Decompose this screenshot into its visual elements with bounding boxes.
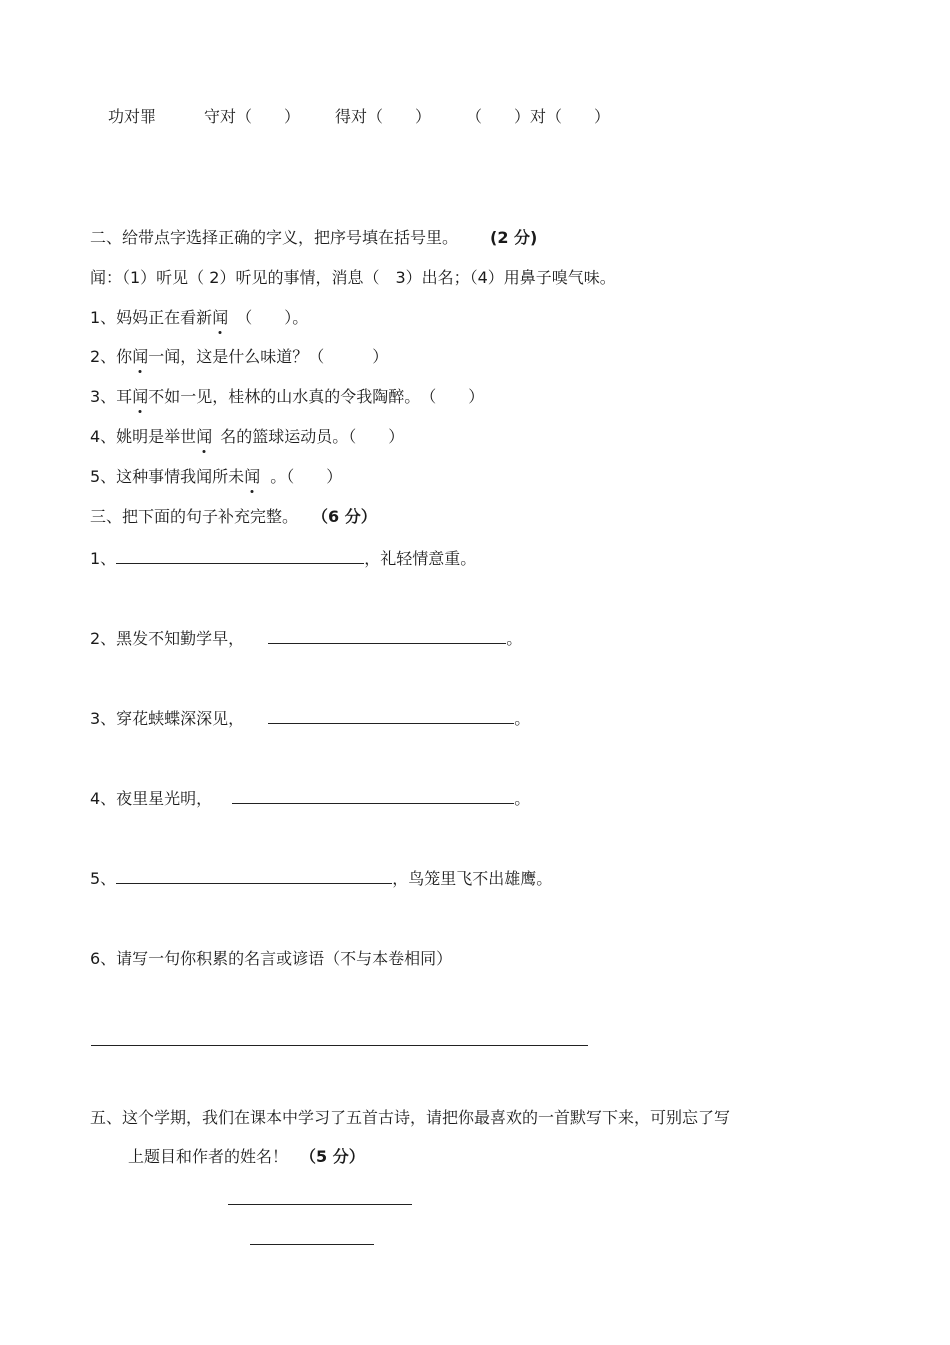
item-text-after: 不如一见，桂林的山水真的令我陶醉。 （ ） xyxy=(148,387,485,406)
section-2-item-2 xyxy=(90,347,388,367)
section-3-item-5 xyxy=(90,869,552,889)
poem-author-line[interactable] xyxy=(250,1244,374,1245)
section-5-line-2-row xyxy=(128,1147,365,1167)
top-row-item-3: 得对（ ） xyxy=(335,107,432,126)
section-2-item-4 xyxy=(90,427,404,447)
section-2-meanings: 闻：（1）听见（ 2）听见的事情，消息（ 3）出名；（4）用鼻子嗅气味。 xyxy=(90,268,616,287)
top-row-item-1: 功对罪 xyxy=(108,107,157,126)
section-5-line-2: 上题目和作者的姓名！ xyxy=(128,1147,289,1166)
item-text-before: 5、这种事情我闻所未 xyxy=(90,467,245,486)
item-prefix: 3、穿花蛱蝶深深见， xyxy=(90,709,245,728)
item-text-before: 3、耳 xyxy=(90,387,133,406)
item-suffix: ，礼轻情意重。 xyxy=(364,549,477,568)
dotted-char: 闻 xyxy=(196,427,213,446)
section-3-item-3 xyxy=(90,709,530,729)
dotted-char: 闻 xyxy=(132,387,149,406)
top-row-item-4: （ ）对（ ） xyxy=(466,107,611,126)
top-row-item-2: 守对（ ） xyxy=(204,107,301,126)
poem-title-line[interactable] xyxy=(228,1204,412,1205)
section-3-points: （6 分） xyxy=(312,507,377,526)
item-suffix: 。 xyxy=(514,709,531,728)
item-prefix: 4、夜里星光明， xyxy=(90,789,213,808)
dotted-char: 闻 xyxy=(244,467,261,486)
item-suffix: 。 xyxy=(506,629,523,648)
item-text-after: 名的篮球运动员。（ ） xyxy=(220,427,405,446)
item-text-after: 。（ ） xyxy=(270,467,343,486)
section-2-item-5 xyxy=(90,467,342,487)
section-3-item-4 xyxy=(90,789,530,809)
section-2-heading: 二、给带点字选择正确的字义，把序号填在括号里。 xyxy=(90,228,459,247)
section-5-line-1: 五、这个学期，我们在课本中学习了五首古诗，请把你最喜欢的一首默写下来，可别忘了写 xyxy=(90,1108,731,1127)
item-suffix: 。 xyxy=(514,789,531,808)
section-3-item-2 xyxy=(90,629,522,649)
answer-blank[interactable] xyxy=(232,789,514,804)
item-text-before: 1、妈妈正在看新 xyxy=(90,308,213,327)
dotted-char: 闻 xyxy=(212,308,229,327)
answer-blank[interactable] xyxy=(116,869,392,884)
section-3-item-6: 6、请写一句你积累的名言或谚语（不与本卷相同） xyxy=(90,949,453,968)
answer-line[interactable] xyxy=(91,1045,588,1046)
section-3-heading-row xyxy=(90,507,377,527)
section-2-points: (2 分) xyxy=(490,228,538,247)
answer-blank[interactable] xyxy=(116,549,364,564)
section-2-item-1 xyxy=(90,308,308,328)
item-prefix: 5、 xyxy=(90,869,117,888)
dotted-char: 闻 xyxy=(132,347,149,366)
section-5-points: （5 分） xyxy=(300,1147,365,1166)
section-3-item-1 xyxy=(90,549,476,569)
item-text-before: 2、你 xyxy=(90,347,133,366)
item-prefix: 1、 xyxy=(90,549,117,568)
section-3-heading: 三、把下面的句子补充完整。 xyxy=(90,507,299,526)
section-2-heading-row xyxy=(90,228,537,248)
answer-blank[interactable] xyxy=(268,629,506,644)
item-text-after: 一闻，这是什么味道？（ ） xyxy=(148,347,389,366)
answer-blank[interactable] xyxy=(268,709,514,724)
item-suffix: ，鸟笼里飞不出雄鹰。 xyxy=(392,869,553,888)
item-prefix: 2、黑发不知勤学早， xyxy=(90,629,245,648)
section-2-item-3 xyxy=(90,387,484,407)
item-text-after: （ ）。 xyxy=(236,308,309,327)
item-text-before: 4、姚明是举世 xyxy=(90,427,197,446)
